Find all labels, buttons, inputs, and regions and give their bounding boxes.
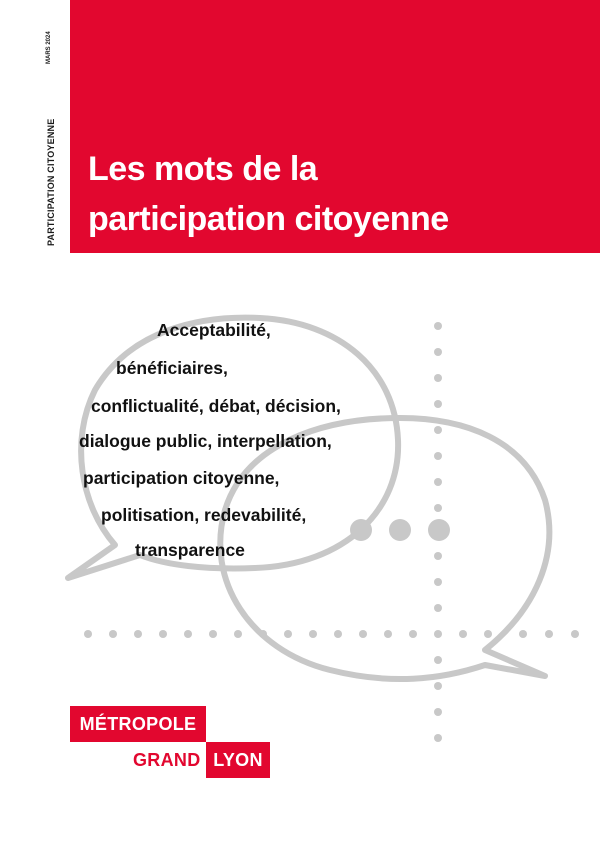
keyword-line: conflictualité, débat, décision, bbox=[91, 396, 341, 416]
title-line-1: Les mots de la bbox=[88, 150, 318, 188]
sidebar-date: MARS 2024 bbox=[46, 31, 52, 64]
sidebar-title: PARTICIPATION CITOYENNE bbox=[46, 118, 56, 246]
logo-metropole: MÉTROPOLE bbox=[70, 706, 206, 742]
keyword-line: bénéficiaires, bbox=[116, 358, 228, 378]
keyword-line: transparence bbox=[135, 540, 245, 560]
keyword-line: dialogue public, interpellation, bbox=[79, 431, 332, 451]
title-line-2: participation citoyenne bbox=[88, 200, 449, 238]
keyword-line: participation citoyenne, bbox=[83, 468, 280, 488]
logo-lyon: LYON bbox=[206, 742, 270, 778]
keyword-line: politisation, redevabilité, bbox=[101, 505, 307, 525]
logo-grand: GRAND bbox=[133, 750, 201, 770]
keyword-line: Acceptabilité, bbox=[157, 320, 271, 340]
